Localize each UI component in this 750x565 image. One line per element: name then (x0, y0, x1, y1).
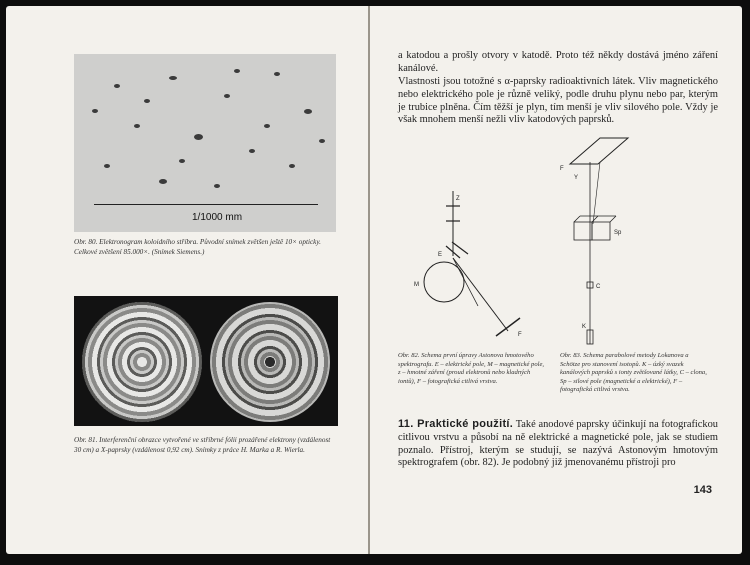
caption-fig-80: Obr. 80. Elektronogram koloidního stříbra. Původní snímek zvětšen ještě 10× opticky. Celkové zvětšení 85.000×. (Snímek Siemens.) (74, 238, 321, 256)
right-page (370, 6, 742, 554)
scale-bar (94, 204, 318, 205)
x-ray-diffraction-disc (210, 302, 330, 422)
interference-patterns-image (74, 296, 338, 426)
fig83-label-k: K (582, 324, 587, 330)
figure-83-diagram (560, 134, 680, 349)
caption-fig-82: Obr. 82. Schema první úpravy Astonova hmotového spektrografu. E – elektrické pole, M – magnetické pole, z – hmotné záření (proud elektronů nebo kladných iontů), F – fotografická citlivá vrstva. (398, 352, 545, 385)
fig83-label-c: C (596, 284, 601, 290)
section-title: 11. Praktické použití. (398, 418, 514, 430)
caption-fig-83: Obr. 83. Schema parabolové metody Lokanova a Schötze pro stanovení isotopů. K – úzký svazek kanálových paprsků s ionty zvětšované látky, C – clona, Sp – silové pole (magnetické a elektrické), F – fotografická citlivá vrstva. (560, 352, 707, 394)
page-number: 143 (693, 484, 712, 496)
caption-fig-81: Obr. 81. Interferenční obrazce vytvořené ve stříbrné fólii prozářené elektrony (vzdálenost 30 cm) a X-paprsky (vzdálenost 0,92 cm). Snímky z práce H. Marka a R. Wierla. (74, 436, 331, 454)
figure-82-diagram (408, 186, 538, 346)
paragraph-2: Vlastnosti jsou totožné s α-paprsky radioaktivních látek. Vliv magnetického nebo elektrického pole je různě veliký, podle druhu plynu nebo par, kterým je trubice plněna. Čím těžší je plyn, tím menší je vliv silového pole. Vždy je však mnohem menší nežli vliv katodových paprsků. (398, 76, 718, 126)
fig82-label-m: M (414, 282, 419, 288)
scale-label: 1/1000 mm (192, 212, 243, 223)
electron-diffraction-disc (82, 302, 202, 422)
fig83-label-y: Y (574, 175, 579, 181)
fig82-label-f: F (518, 332, 522, 338)
fig82-label-z: Z (456, 196, 460, 202)
electron-micrograph-image (74, 54, 336, 232)
section-11-paragraph (398, 418, 718, 470)
fig83-label-f: F (560, 166, 564, 172)
left-page (6, 6, 368, 554)
paragraph-1: a katodou a prošly otvory v katodě. Proto též někdy dostává jméno záření kanálové. (398, 50, 718, 74)
fig83-label-sp: Sp (614, 230, 622, 236)
section-body: Také anodové paprsky účinkují na fotografickou citlivou vrstvu a působí na ně elektrické a magnetické pole, jak se studiem poznalo. Přístroj, kterým se studují, se nazývá Astonovým hmotovým spektrografem (obr. 82). Je podobný již jmenovanému přístroji pro (398, 419, 718, 469)
fig82-label-e: E (438, 252, 443, 258)
